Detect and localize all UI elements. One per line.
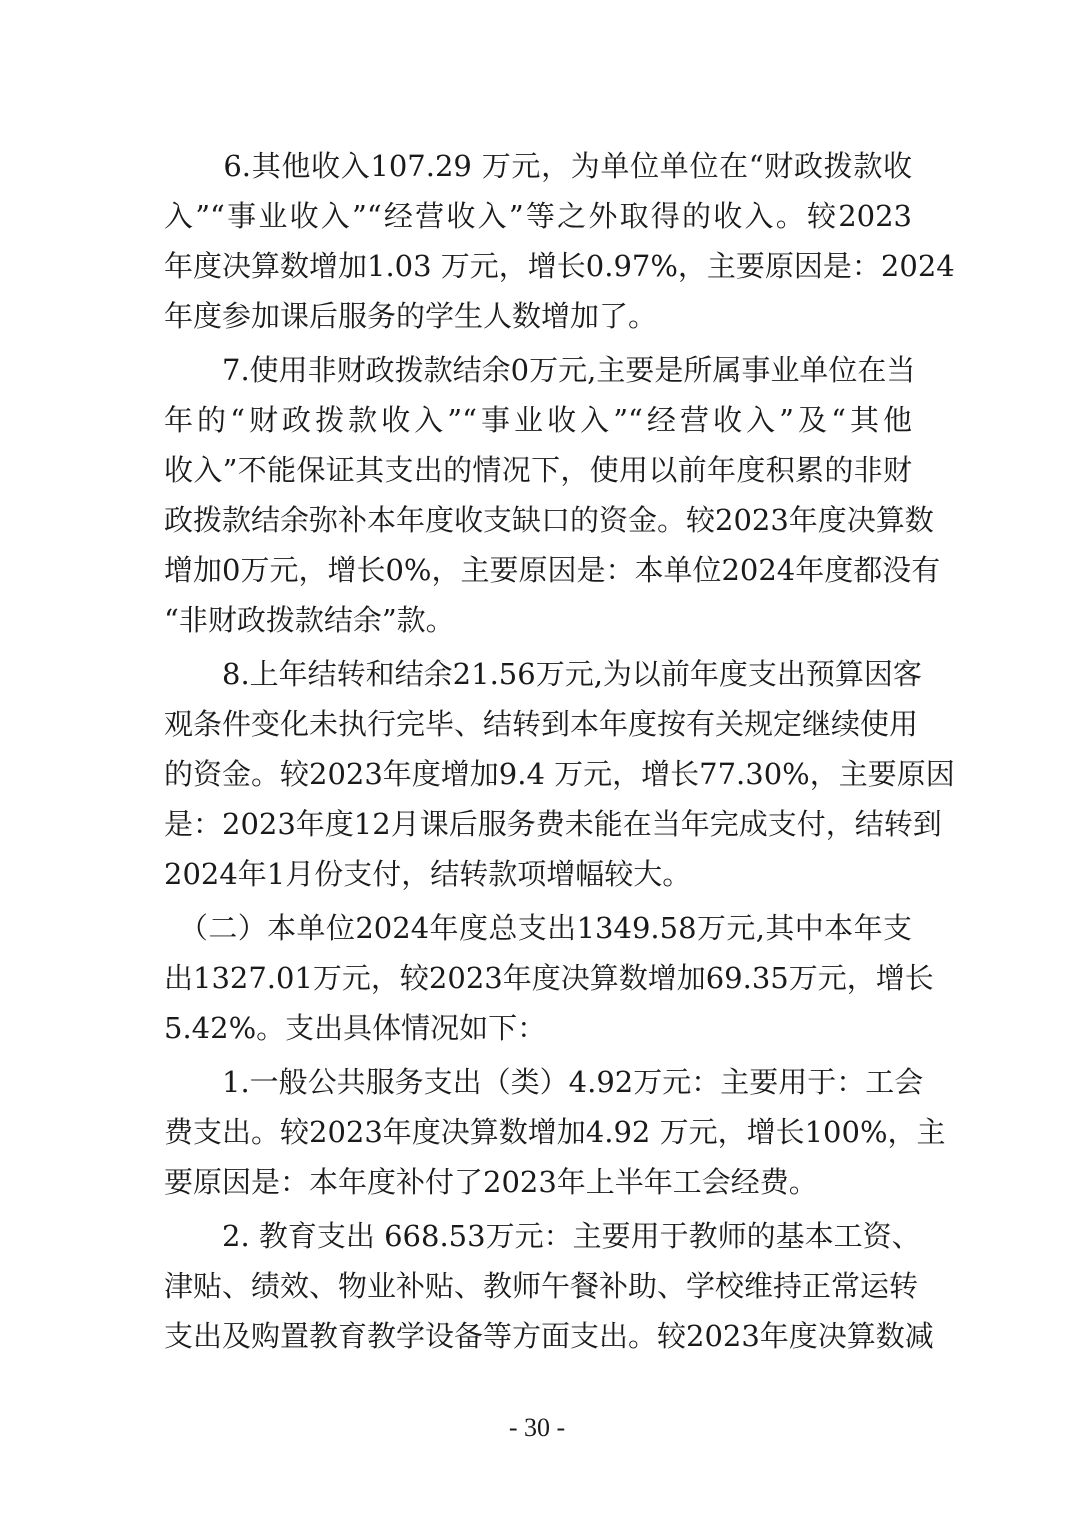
text-line: 观条件变化未执行完毕、结转到本年度按有关规定继续使用 — [164, 707, 919, 741]
text-line: 8.上年结转和结余21.56万元,为以前年度支出预算因客 — [164, 657, 922, 691]
text-line: 年度决算数增加1.03 万元，增长0.97%，主要原因是：2024 — [164, 249, 955, 283]
text-line: 津贴、绩效、物业补贴、教师午餐补助、学校维持正常运转 — [164, 1269, 919, 1303]
text-line: 费支出。较2023年度决算数增加4.92 万元，增长100%，主 — [164, 1115, 946, 1149]
text-line: 出1327.01万元，较2023年度决算数增加69.35万元，增长 — [164, 961, 934, 995]
text-line: 7.使用非财政拨款结余0万元,主要是所属事业单位在当 — [164, 353, 916, 387]
text-line: 的资金。较2023年度增加9.4 万元，增长77.30%，主要原因 — [164, 757, 955, 791]
text-line: 年的“财政拨款收入”“事业收入”“经营收入”及“其他 — [164, 403, 912, 437]
text-line: （二）本单位2024年度总支出1349.58万元,其中本年支 — [164, 911, 912, 945]
text-line: “非财政拨款结余”款。 — [164, 603, 455, 637]
text-line: 年度参加课后服务的学生人数增加了。 — [164, 299, 658, 333]
text-line: 政拨款结余弥补本年度收支缺口的资金。较2023年度决算数 — [164, 503, 934, 537]
page-number: - 30 - — [508, 1413, 566, 1442]
text-line: 6.其他收入107.29 万元，为单位单位在“财政拨款收 — [164, 149, 912, 183]
text-line: 1.一般公共服务支出（类）4.92万元：主要用于：工会 — [164, 1065, 924, 1099]
text-line: 5.42%。支出具体情况如下： — [164, 1011, 547, 1045]
text-line: 收入”不能保证其支出的情况下，使用以前年度积累的非财 — [164, 453, 912, 487]
text-line: 入”“事业收入”“经营收入”等之外取得的收入。较2023 — [164, 199, 912, 233]
text-line: 要原因是：本年度补付了2023年上半年工会经费。 — [164, 1165, 818, 1199]
text-line: 支出及购置教育教学设备等方面支出。较2023年度决算数减 — [164, 1319, 934, 1353]
text-line: 2024年1月份支付，结转款项增幅较大。 — [164, 857, 692, 891]
text-line: 增加0万元，增长0%，主要原因是：本单位2024年度都没有 — [164, 553, 941, 587]
text-line: 2. 教育支出 668.53万元：主要用于教师的基本工资、 — [164, 1219, 921, 1253]
text-line: 是：2023年度12月课后服务费未能在当年完成支付，结转到 — [164, 807, 942, 841]
